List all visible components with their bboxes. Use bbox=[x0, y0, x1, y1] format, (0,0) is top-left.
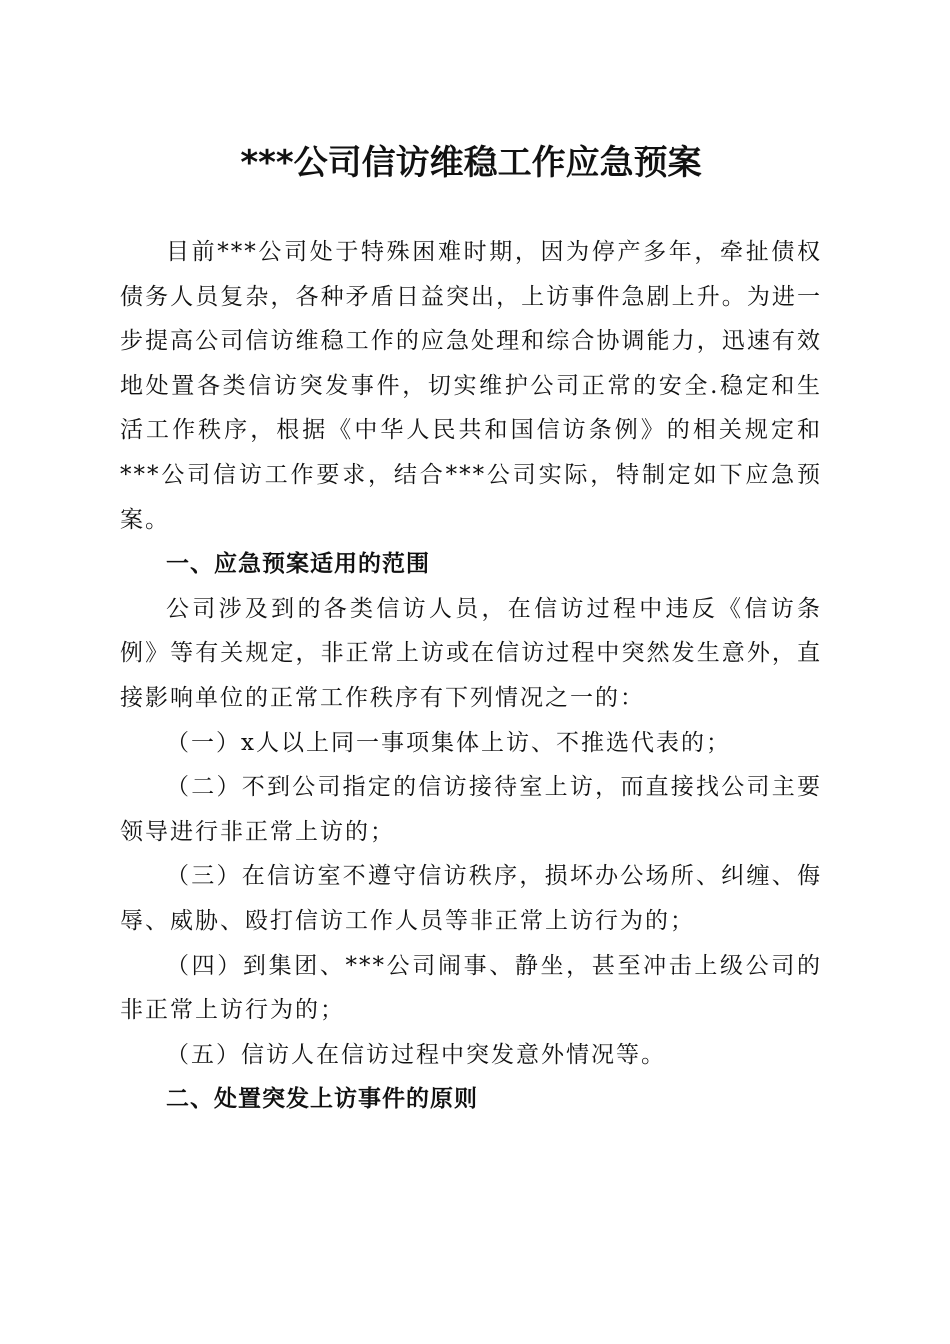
section-2-heading: 二、处置突发上访事件的原则 bbox=[166, 1086, 478, 1113]
list-item-4: （四）到集团、***公司闹事、静坐，甚至冲击上级公司的非正常上访行为的； bbox=[120, 952, 822, 1024]
list-item-5: （五）信访人在信访过程中突发意外情况等。 bbox=[166, 1041, 666, 1068]
section-1-lead-paragraph: 公司涉及到的各类信访人员，在信访过程中违反《信访条例》等有关规定，非正常上访或在信访过程中突然发生意外，直接影响单位的正常工作秩序有下列情况之一的： bbox=[120, 595, 822, 711]
section-1-heading: 一、应急预案适用的范围 bbox=[166, 551, 430, 578]
list-item-1: （一）x人以上同一事项集体上访、不推选代表的； bbox=[166, 729, 731, 756]
intro-paragraph: 目前***公司处于特殊困难时期，因为停产多年，牵扯债权债务人员复杂，各种矛盾日益突出，上访事件急剧上升。为进一步提高公司信访维稳工作的应急处理和综合协调能力，迅速有效地处置各类信访突发事件，切实维护公司正常的安全.稳定和生活工作秩序，根据《中华人民共和国信访条例》的相关规定和***公司信访工作要求，结合***公司实际，特制定如下应急预案。 bbox=[120, 239, 822, 533]
list-item-3: （三）在信访室不遵守信访秩序，损坏办公场所、纠缠、侮辱、威胁、殴打信访工作人员等非正常上访行为的； bbox=[120, 863, 822, 934]
list-item-2: （二）不到公司指定的信访接待室上访，而直接找公司主要领导进行非正常上访的； bbox=[120, 774, 822, 845]
document-body bbox=[120, 230, 822, 1122]
document-title: ***公司信访维稳工作应急预案 bbox=[240, 143, 702, 183]
